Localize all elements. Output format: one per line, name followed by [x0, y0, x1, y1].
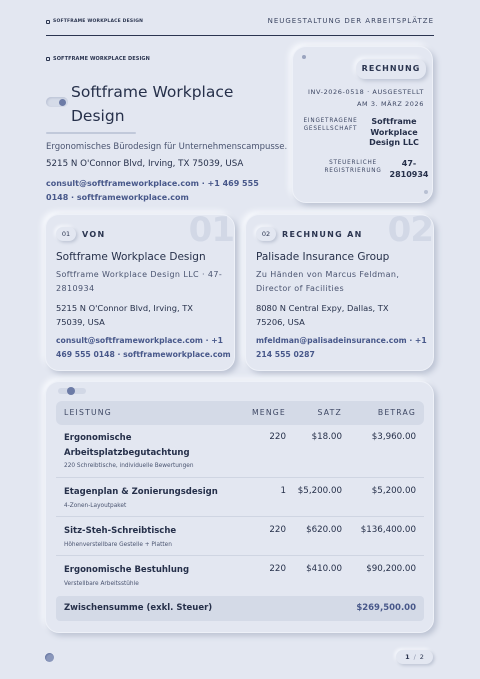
- section-number-watermark: 01: [188, 210, 234, 250]
- tax-value: 47-2810934: [389, 159, 429, 179]
- tax-registration: [323, 159, 429, 180]
- item-qty: 1: [280, 486, 286, 496]
- company-address: 5215 N O'Connor Blvd, Irving, TX 75039, USA: [46, 159, 244, 169]
- table-row: [56, 517, 424, 556]
- section-label: RECHNUNG AN: [282, 229, 363, 239]
- section-label: VON: [82, 229, 106, 239]
- item-name: Sitz-Steh-Schreibtische: [64, 526, 177, 536]
- page-separator: /: [413, 653, 416, 661]
- table-row: [56, 478, 424, 517]
- invoice-badge: RECHNUNG: [356, 59, 426, 79]
- item-name: Etagenplan & Zonierungsdesign: [64, 487, 218, 497]
- decor-dot-icon: [302, 55, 306, 59]
- item-amount: $5,200.00: [371, 486, 416, 496]
- top-header-bar: [46, 16, 434, 36]
- col-rate: SATZ: [317, 408, 342, 417]
- header-brand: [46, 19, 143, 24]
- subtotal-value: $269,500.00: [356, 603, 416, 613]
- from-address: 5215 N O'Connor Blvd, Irving, TX 75039, USA: [56, 303, 193, 327]
- toggle-handle-icon: [58, 388, 86, 394]
- item-name: Ergonomische Arbeitsplatzbegutachtung: [64, 433, 190, 458]
- subtotal-row: [56, 596, 424, 621]
- item-rate: $5,200.00: [297, 486, 342, 496]
- col-service: LEISTUNG: [64, 408, 112, 417]
- page-total: 2: [419, 653, 424, 661]
- section-number-watermark: 02: [387, 210, 433, 250]
- from-name: Softframe Workplace Design: [56, 251, 206, 263]
- page-indicator: [396, 650, 433, 664]
- item-desc: Höhenverstellbare Gestelle + Platten: [64, 542, 172, 548]
- line-items-card: [45, 381, 434, 633]
- item-desc: 4-Zonen-Layoutpaket: [64, 503, 127, 509]
- from-label: [56, 227, 105, 241]
- registered-label: EINGETRAGENE GESELLSCHAFT: [303, 118, 358, 132]
- item-desc: 220 Schreibtische, individuelle Bewertungen: [64, 463, 194, 469]
- subtotal-label: Zwischensumme (exkl. Steuer): [64, 603, 213, 613]
- decor-dot-icon: [424, 190, 428, 194]
- col-amount: BETRAG: [377, 408, 416, 417]
- tax-label: STEUERLICHE REGISTRIERUNG: [324, 160, 382, 174]
- registered-entity: [303, 117, 424, 149]
- bill-to-label: [256, 227, 363, 241]
- bill-to-contact[interactable]: mfeldman@palisadeinsurance.com · +1 214 555 0287: [256, 336, 427, 359]
- item-name: Ergonomische Bestuhlung: [64, 565, 190, 575]
- item-rate: $410.00: [306, 564, 342, 574]
- table-row: [56, 556, 424, 594]
- item-desc: Verstellbare Arbeitsstühle: [64, 581, 139, 587]
- item-qty: 220: [269, 564, 286, 574]
- col-qty: MENGE: [251, 408, 286, 417]
- invoice-meta-card: [292, 46, 433, 203]
- item-amount: $3,960.00: [371, 432, 416, 442]
- brand-mark-icon: [46, 20, 50, 24]
- item-amount: $90,200.00: [366, 564, 416, 574]
- divider: [46, 132, 136, 134]
- invoice-number-date: INV-2026-0518 · AUSGESTELLT AM 3. MÄRZ 2026: [307, 88, 424, 108]
- from-contact[interactable]: consult@softframeworkplace.com · +1 469 555 0148 · softframeworkplace.com: [56, 336, 231, 359]
- table-header: [56, 401, 424, 425]
- from-card: [45, 210, 235, 371]
- company-contact[interactable]: consult@softframeworkplace.com · +1 469 555 0148 · softframeworkplace.com: [46, 179, 259, 202]
- bill-to-name: Palisade Insurance Group: [256, 251, 390, 263]
- header-doc-title: NEUGESTALTUNG DER ARBEITSPLÄTZE: [267, 17, 434, 25]
- item-rate: $620.00: [306, 525, 342, 535]
- header-brand-label: SOFTFRAME WORKPLACE DESIGN: [53, 19, 144, 24]
- bill-to-card: [245, 210, 434, 371]
- item-rate: $18.00: [311, 432, 342, 442]
- page-current: 1: [405, 653, 410, 661]
- company-tag: [46, 56, 150, 62]
- table-row: [56, 427, 424, 478]
- brand-mark-icon: [46, 57, 50, 61]
- bill-to-address: 8080 N Central Expy, Dallas, TX 75206, USA: [256, 303, 389, 327]
- company-tagline: Ergonomisches Bürodesign für Unternehmenscampusse.: [46, 142, 288, 152]
- company-name: Softframe Workplace Design: [71, 83, 234, 125]
- bill-to-attention: Zu Händen von Marcus Feldman, Director of Facilities: [256, 270, 400, 293]
- toggle-logo-icon: [46, 97, 68, 107]
- item-qty: 220: [269, 432, 286, 442]
- company-tag-label: SOFTFRAME WORKPLACE DESIGN: [53, 56, 150, 62]
- from-legal: Softframe Workplace Design LLC · 47-2810934: [56, 270, 223, 293]
- section-number: 01: [56, 227, 76, 241]
- section-number: 02: [256, 227, 276, 241]
- item-qty: 220: [269, 525, 286, 535]
- registered-value: Softframe Workplace Design LLC: [369, 117, 419, 147]
- item-amount: $136,400.00: [360, 525, 416, 535]
- footer-dot-icon: [45, 653, 54, 662]
